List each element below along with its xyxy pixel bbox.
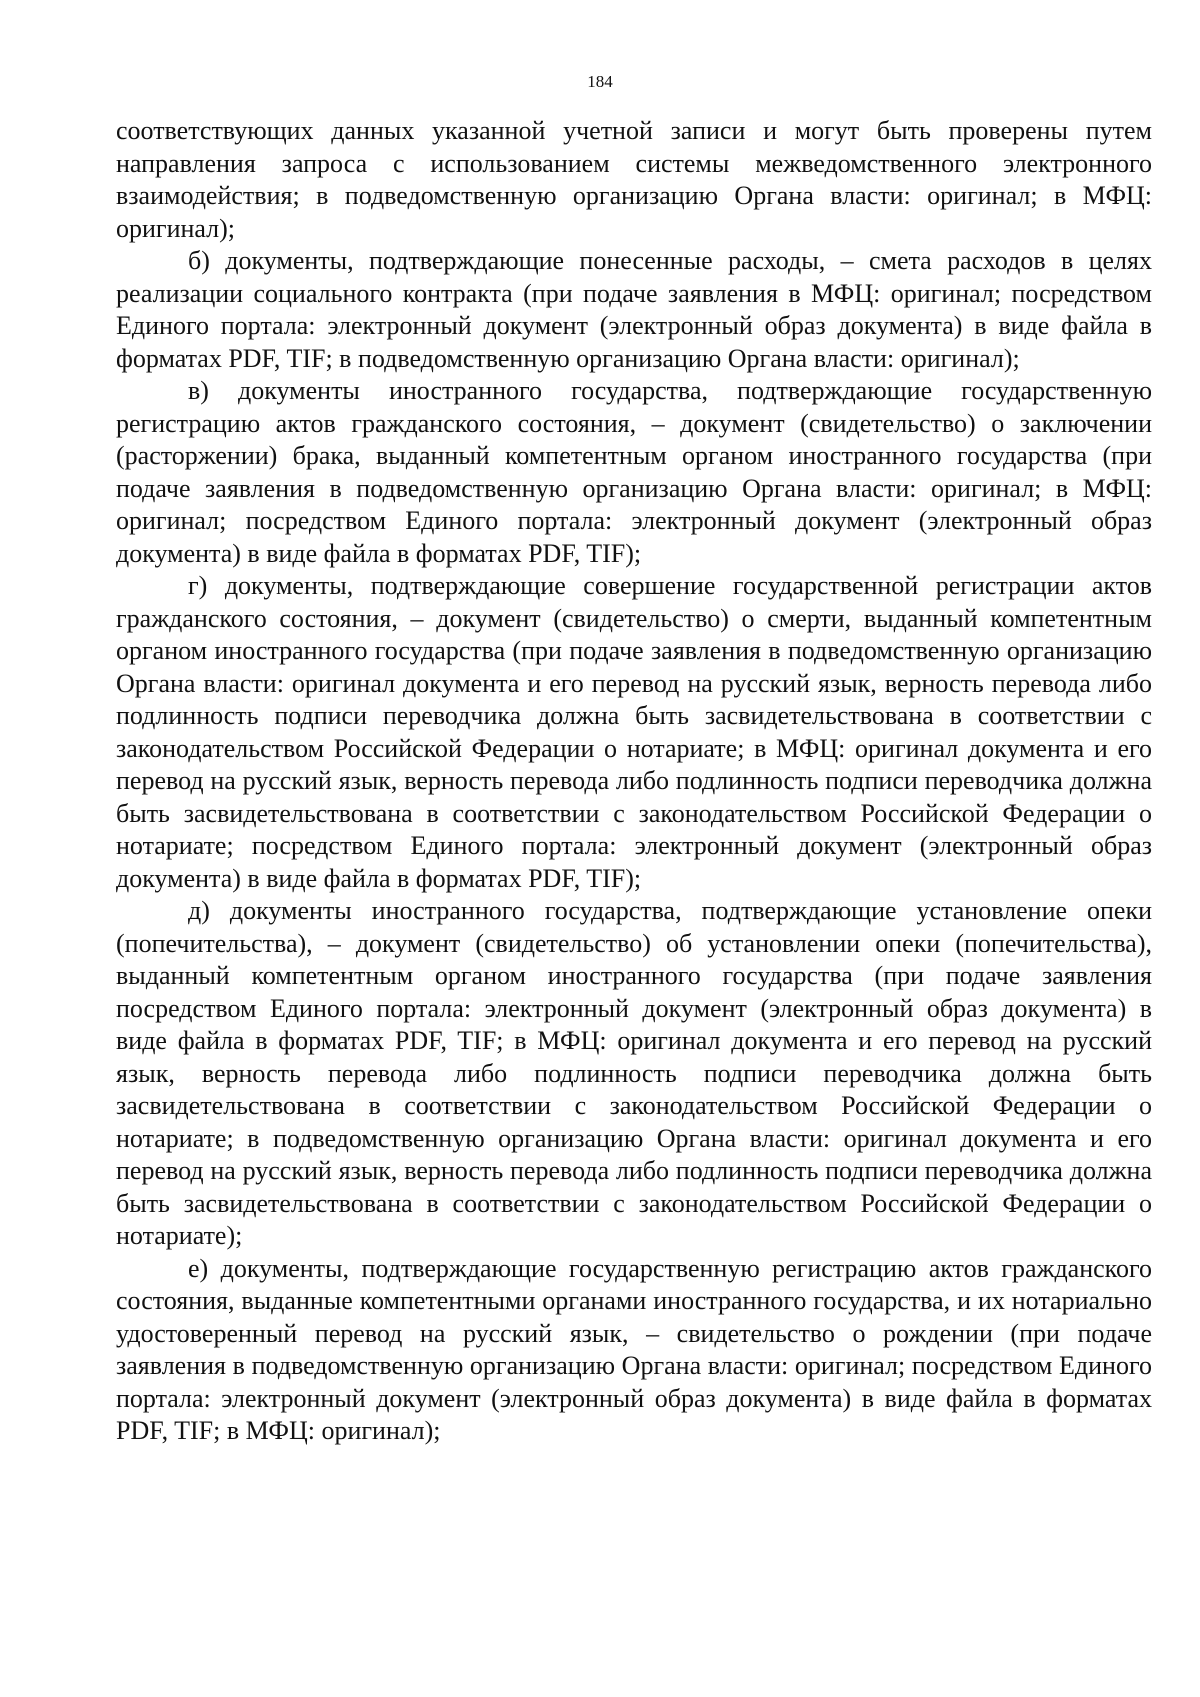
paragraph-item-g: г) документы, подтверждающие совершение государственной регистрации актов гражданского состояния, – документ (свидетельство) о смерти, выданный компетентным органом иностранного государства (при подаче заявления в подведомственную организацию Органа власти: оригинал документа и его перевод на русский язык, верность перевода либо подлинность подписи переводчика должна быть засвидетельствована в соответствии с законодательством Российской Федерации о нотариате; в МФЦ: оригинал документа и его перевод на русский язык, верность перевода либо подлинность подписи переводчика должна быть засвидетельствована в соответствии с законодательством Российской Федерации о нотариате; посредством Единого портала: электронный документ (электронный образ документа) в виде файла в форматах PDF, TIF); <box>116 571 1152 893</box>
paragraph-item-b: б) документы, подтверждающие понесенные расходы, – смета расходов в целях реализации социального контракта (при подаче заявления в МФЦ: оригинал; посредством Единого портала: электронный документ (электронный образ документа) в виде файла в форматах PDF, TIF; в подведомственную организацию Органа власти: оригинал); <box>116 246 1152 373</box>
paragraph-item-d: д) документы иностранного государства, подтверждающие установление опеки (попечительства), – документ (свидетельство) об установлении опеки (попечительства), выданный компетентным органом иностранного государства (при подаче заявления посредством Единого портала: электронный документ (электронный образ документа) в виде файла в форматах PDF, TIF; в МФЦ: оригинал документа и его перевод на русский язык, верность перевода либо подлинность подписи переводчика должна быть засвидетельствована в соответствии с законодательством Российской Федерации о нотариате; в подведомственную организацию Органа власти: оригинал документа и его перевод на русский язык, верность перевода либо подлинность подписи переводчика должна быть засвидетельствована в соответствии с законодательством Российской Федерации о нотариате); <box>116 896 1152 1250</box>
page-number: 184 <box>587 72 613 91</box>
paragraph-item-v: в) документы иностранного государства, подтверждающие государственную регистрацию актов гражданского состояния, – документ (свидетельство) о заключении (расторжении) брака, выданный компетентным органом иностранного государства (при подаче заявления в подведомственную организацию Органа власти: оригинал; в МФЦ: оригинал; посредством Единого портала: электронный документ (электронный образ документа) в виде файла в форматах PDF, TIF); <box>116 376 1152 568</box>
paragraph-continuation: соответствующих данных указанной учетной записи и могут быть проверены путем направления запроса с использованием системы межведомственного электронного взаимодействия; в подведомственную организацию Органа власти: оригинал; в МФЦ: оригинал); <box>116 116 1152 243</box>
document-body <box>116 115 1152 1448</box>
paragraph-item-e: е) документы, подтверждающие государственную регистрацию актов гражданского состояния, выданные компетентными органами иностранного государства, и их нотариально удостоверенный перевод на русский язык, – свидетельство о рождении (при подаче заявления в подведомственную организацию Органа власти: оригинал; посредством Единого портала: электронный документ (электронный образ документа) в виде файла в форматах PDF, TIF; в МФЦ: оригинал); <box>116 1253 1152 1445</box>
